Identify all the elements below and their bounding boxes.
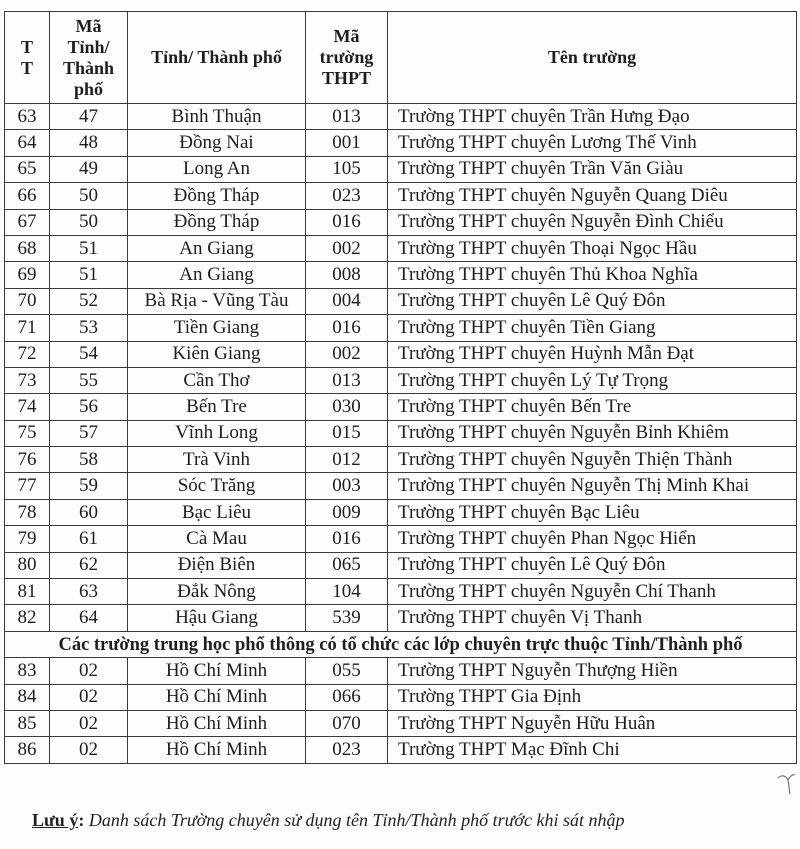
row-number-cell: 72 [5,341,50,367]
header-ma-tinh-text: Mã Tỉnh/ Thành phố [62,15,115,99]
school-code-cell: 016 [306,209,388,235]
province-name-cell: Cà Mau [128,526,306,552]
school-name-cell: Trường THPT chuyên Nguyễn Chí Thanh [388,579,797,605]
school-name-cell: Trường THPT chuyên Lương Thế Vinh [388,130,797,156]
section-body [5,631,797,657]
header-ma-truong [306,12,388,104]
row-number-cell: 76 [5,447,50,473]
table-row [5,447,797,473]
school-name-cell: Trường THPT chuyên Phan Ngọc Hiển [388,526,797,552]
header-tinh-text: Tỉnh/ Thành phố [151,47,282,67]
table-row [5,262,797,288]
header-ma-tinh [50,12,128,104]
header-ten-truong [388,12,797,104]
province-name-cell: Đồng Tháp [128,209,306,235]
school-code-cell: 066 [306,684,388,710]
province-name-cell: Sóc Trăng [128,473,306,499]
province-name-cell: Điện Biên [128,552,306,578]
header-ten-truong-text: Tên trường [547,47,637,67]
province-name-cell: An Giang [128,262,306,288]
school-code-cell: 002 [306,341,388,367]
school-code-cell: 023 [306,737,388,763]
province-code-cell: 02 [50,737,128,763]
province-name-cell: Hồ Chí Minh [128,710,306,736]
row-number-cell: 83 [5,658,50,684]
school-code-cell: 070 [306,710,388,736]
province-name-cell: Đắk Nông [128,579,306,605]
table-row [5,288,797,314]
school-code-cell: 023 [306,183,388,209]
school-code-cell: 015 [306,420,388,446]
province-code-cell: 52 [50,288,128,314]
school-name-cell: Trường THPT chuyên Bến Tre [388,394,797,420]
table-row [5,526,797,552]
school-name-cell: Trường THPT chuyên Thoại Ngọc Hầu [388,235,797,261]
province-code-cell: 60 [50,499,128,525]
row-number-cell: 85 [5,710,50,736]
row-number-cell: 79 [5,526,50,552]
school-name-cell: Trường THPT chuyên Vị Thanh [388,605,797,631]
province-code-cell: 50 [50,183,128,209]
header-tt [5,12,50,104]
province-code-cell: 47 [50,104,128,130]
table-row [5,183,797,209]
province-code-cell: 48 [50,130,128,156]
province-name-cell: Hồ Chí Minh [128,737,306,763]
province-name-cell: Bạc Liêu [128,499,306,525]
table-row [5,579,797,605]
row-number-cell: 74 [5,394,50,420]
school-name-cell: Trường THPT chuyên Nguyễn Quang Diêu [388,183,797,209]
province-code-cell: 58 [50,447,128,473]
province-code-cell: 62 [50,552,128,578]
province-name-cell: Bến Tre [128,394,306,420]
school-name-cell: Trường THPT Mạc Đĩnh Chi [388,737,797,763]
province-code-cell: 57 [50,420,128,446]
row-number-cell: 65 [5,156,50,182]
row-number-cell: 69 [5,262,50,288]
row-number-cell: 82 [5,605,50,631]
province-code-cell: 64 [50,605,128,631]
school-code-cell: 002 [306,235,388,261]
school-name-cell: Trường THPT Nguyễn Hữu Huân [388,710,797,736]
province-name-cell: Bà Rịa - Vũng Tàu [128,288,306,314]
school-code-cell: 105 [306,156,388,182]
province-name-cell: Tiền Giang [128,315,306,341]
province-code-cell: 59 [50,473,128,499]
province-code-cell: 02 [50,710,128,736]
school-name-cell: Trường THPT chuyên Thủ Khoa Nghĩa [388,262,797,288]
school-table [4,11,797,764]
school-code-cell: 012 [306,447,388,473]
school-name-cell: Trường THPT chuyên Trần Văn Giàu [388,156,797,182]
school-code-cell: 016 [306,526,388,552]
table-header-row [5,12,797,104]
province-name-cell: Hồ Chí Minh [128,684,306,710]
table-row [5,552,797,578]
table-row [5,605,797,631]
row-number-cell: 66 [5,183,50,209]
school-name-cell: Trường THPT chuyên Nguyễn Thị Minh Khai [388,473,797,499]
school-name-cell: Trường THPT chuyên Nguyễn Bỉnh Khiêm [388,420,797,446]
footnote [32,810,625,831]
province-name-cell: Đồng Nai [128,130,306,156]
province-code-cell: 61 [50,526,128,552]
footnote-text: Danh sách Trường chuyên sử dụng tên Tỉnh/Thành phố trước khi sát nhập [84,810,625,830]
table-row [5,473,797,499]
school-code-cell: 009 [306,499,388,525]
row-number-cell: 77 [5,473,50,499]
table-row [5,130,797,156]
table-body [5,104,797,632]
province-name-cell: Long An [128,156,306,182]
table-row [5,209,797,235]
province-code-cell: 55 [50,367,128,393]
header-tt-text: T T [20,36,33,78]
table-row [5,737,797,763]
province-code-cell: 02 [50,684,128,710]
province-code-cell: 51 [50,235,128,261]
row-number-cell: 64 [5,130,50,156]
province-name-cell: Hậu Giang [128,605,306,631]
table-row [5,658,797,684]
province-name-cell: Đồng Tháp [128,183,306,209]
province-name-cell: Vĩnh Long [128,420,306,446]
province-code-cell: 63 [50,579,128,605]
footnote-colon: : [78,810,85,830]
signature-mark-icon [776,772,796,798]
school-code-cell: 013 [306,104,388,130]
school-code-cell: 055 [306,658,388,684]
school-code-cell: 004 [306,288,388,314]
school-name-cell: Trường THPT Nguyễn Thượng Hiền [388,658,797,684]
province-code-cell: 54 [50,341,128,367]
province-code-cell: 02 [50,658,128,684]
school-name-cell: Trường THPT chuyên Lê Quý Đôn [388,552,797,578]
row-number-cell: 70 [5,288,50,314]
row-number-cell: 63 [5,104,50,130]
province-code-cell: 50 [50,209,128,235]
school-code-cell: 104 [306,579,388,605]
school-name-cell: Trường THPT chuyên Lý Tự Trọng [388,367,797,393]
table-row [5,420,797,446]
table-row [5,104,797,130]
row-number-cell: 71 [5,315,50,341]
school-code-cell: 539 [306,605,388,631]
header-ma-truong-text: Mã trường THPT [319,26,374,88]
footnote-label: Lưu ý [32,810,79,830]
row-number-cell: 80 [5,552,50,578]
school-code-cell: 065 [306,552,388,578]
table-row [5,315,797,341]
school-name-cell: Trường THPT chuyên Nguyễn Thiện Thành [388,447,797,473]
section-heading: Các trường trung học phổ thông có tổ chức các lớp chuyên trực thuộc Tỉnh/Thành phố [5,631,797,657]
document-sheet [4,11,797,764]
school-name-cell: Trường THPT chuyên Tiền Giang [388,315,797,341]
province-name-cell: Hồ Chí Minh [128,658,306,684]
province-code-cell: 51 [50,262,128,288]
section-heading-row [5,631,797,657]
table-row [5,367,797,393]
table-row [5,156,797,182]
school-name-cell: Trường THPT Gia Định [388,684,797,710]
row-number-cell: 68 [5,235,50,261]
province-name-cell: Bình Thuận [128,104,306,130]
row-number-cell: 84 [5,684,50,710]
table-row [5,394,797,420]
school-code-cell: 001 [306,130,388,156]
table-row [5,710,797,736]
row-number-cell: 75 [5,420,50,446]
table-row [5,499,797,525]
school-code-cell: 030 [306,394,388,420]
province-code-cell: 56 [50,394,128,420]
header-tinh [128,12,306,104]
row-number-cell: 81 [5,579,50,605]
table-row [5,684,797,710]
province-name-cell: Kiên Giang [128,341,306,367]
school-code-cell: 008 [306,262,388,288]
school-name-cell: Trường THPT chuyên Trần Hưng Đạo [388,104,797,130]
school-name-cell: Trường THPT chuyên Huỳnh Mẫn Đạt [388,341,797,367]
table-row [5,235,797,261]
province-name-cell: An Giang [128,235,306,261]
row-number-cell: 78 [5,499,50,525]
row-number-cell: 73 [5,367,50,393]
province-code-cell: 49 [50,156,128,182]
row-number-cell: 67 [5,209,50,235]
school-name-cell: Trường THPT chuyên Nguyễn Đình Chiểu [388,209,797,235]
school-code-cell: 013 [306,367,388,393]
section-rows-body [5,658,797,764]
school-code-cell: 016 [306,315,388,341]
province-name-cell: Cần Thơ [128,367,306,393]
table-row [5,341,797,367]
school-name-cell: Trường THPT chuyên Lê Quý Đôn [388,288,797,314]
province-code-cell: 53 [50,315,128,341]
row-number-cell: 86 [5,737,50,763]
school-code-cell: 003 [306,473,388,499]
province-name-cell: Trà Vinh [128,447,306,473]
school-name-cell: Trường THPT chuyên Bạc Liêu [388,499,797,525]
